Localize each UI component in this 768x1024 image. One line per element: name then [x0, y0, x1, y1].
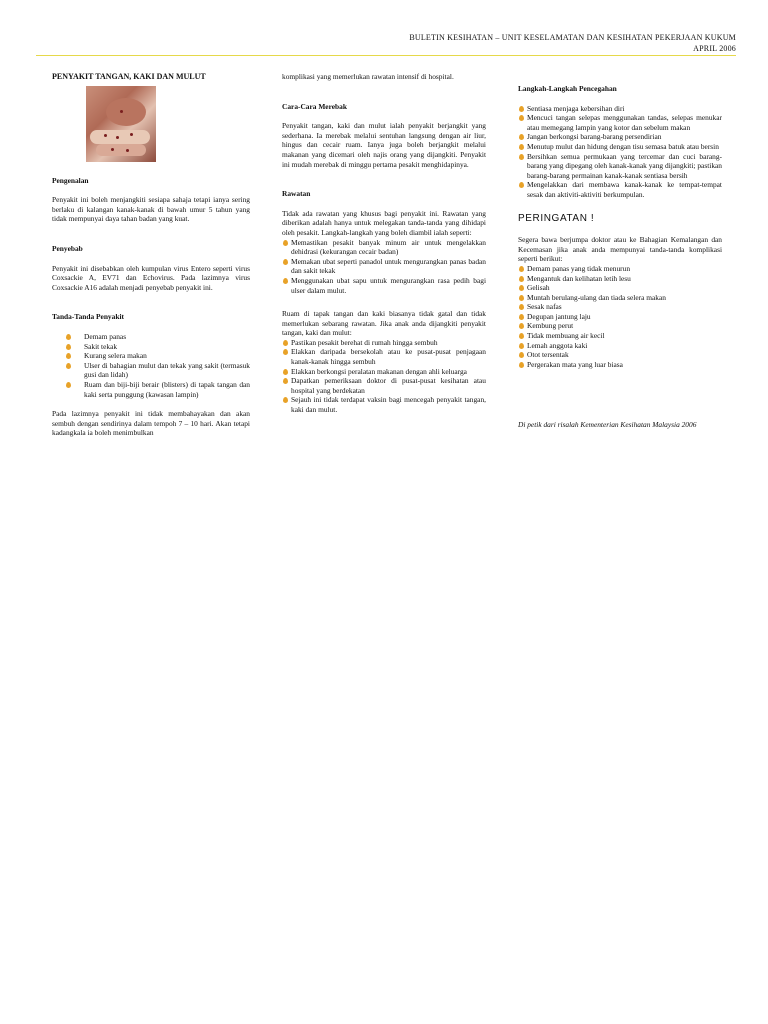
bullet-icon — [66, 334, 71, 340]
column-2 — [282, 72, 486, 415]
list-item: Sejauh ini tidak terdapat vaksin bagi mencegah penyakit tangan, kaki dan mulut. — [282, 395, 486, 414]
intro-text: Penyakit ini boleh menjangkiti sesiapa sahaja tetapi ianya sering berlaku di kalangan kanak-kanak di bawah umur 5 tahun yang tidak mempunyai daya tahan badan yang kuat. — [52, 195, 250, 224]
list-item: Ruam dan biji-biji berair (blisters) di tapak tangan dan kaki serta punggung (kawasan lampin) — [52, 380, 250, 399]
list-item: Otot tersentak — [518, 350, 722, 360]
list-item: Memastikan pesakit banyak minum air untuk mengelakkan dehidrasi (kekurangan cecair badan) — [282, 238, 486, 257]
header-rule — [36, 55, 736, 56]
bullet-icon — [519, 134, 524, 140]
warning-heading: PERINGATAN ! — [518, 212, 595, 224]
continued-text: komplikasi yang memerlukan rawatan intensif di hospital. — [282, 72, 454, 81]
intro-heading: Pengenalan — [52, 175, 89, 185]
prevention-list — [518, 104, 722, 200]
list-item: Kembung perut — [518, 321, 722, 331]
list-item: Jangan berkongsi barang-barang persendirian — [518, 132, 722, 142]
bullet-icon — [283, 278, 288, 284]
list-item: Pastikan pesakit berehat di rumah hingga sembuh — [282, 338, 486, 348]
list-item: Kurang selera makan — [52, 351, 250, 361]
bullet-icon — [519, 144, 524, 150]
bullet-icon — [519, 343, 524, 349]
bullet-icon — [519, 285, 524, 291]
list-item: Demam panas yang tidak menurun — [518, 264, 722, 274]
bullet-icon — [66, 353, 71, 359]
list-item: Lemah anggota kaki — [518, 341, 722, 351]
list-item: Pergerakan mata yang luar biasa — [518, 360, 722, 370]
bullet-icon — [283, 340, 288, 346]
list-item: Gelisah — [518, 283, 722, 293]
bullet-icon — [519, 182, 524, 188]
closing-text: Pada lazimnya penyakit ini tidak membahayakan dan akan sembuh dengan sendirinya dalam tempoh 7 – 10 hari. Akan tetapi kadangkala ia boleh menimbulkan — [52, 409, 250, 438]
bullet-icon — [283, 240, 288, 246]
list-item: Sentiasa menjaga kebersihan diri — [518, 104, 722, 114]
list-item: Degupan jantung laju — [518, 312, 722, 322]
list-item: Dapatkan pemeriksaan doktor di pusat-pusat kesihatan atau hospital yang berdekatan — [282, 376, 486, 395]
bullet-icon — [519, 106, 524, 112]
list-item: Sesak nafas — [518, 302, 722, 312]
bullet-icon — [283, 378, 288, 384]
list-item: Mengelakkan dari membawa kanak-kanak ke tempat-tempat sesak dan aktiviti-aktiviti berkumpulan. — [518, 180, 722, 199]
column-1 — [52, 72, 250, 438]
bullet-icon — [519, 115, 524, 121]
signs-heading: Tanda-Tanda Penyakit — [52, 312, 124, 322]
bullet-icon — [519, 154, 524, 160]
bullet-icon — [519, 362, 524, 368]
spread-heading: Cara-Cara Merebak — [282, 101, 347, 111]
bullet-icon — [519, 314, 524, 320]
bullet-icon — [519, 295, 524, 301]
bullet-icon — [66, 344, 71, 350]
column-3 — [518, 84, 722, 430]
list-item: Elakkan daripada bersekolah atau ke pusat-pusat penjagaan kanak-kanak hingga sembuh — [282, 347, 486, 366]
bullet-icon — [283, 349, 288, 355]
source-note: Di petik dari risalah Kementerian Kesihatan Malaysia 2006 — [518, 420, 697, 430]
hand-rash-photo — [86, 86, 156, 162]
treatment-list — [282, 238, 486, 296]
list-item: Muntah berulang-ulang dan tiada selera makan — [518, 293, 722, 303]
bullet-icon — [519, 323, 524, 329]
list-item: Demam panas — [52, 332, 250, 342]
list-item: Mencuci tangan selepas menggunakan tandas, selepas menukar atau memegang lampin yang kotor dan sebelum makan — [518, 113, 722, 132]
bullet-icon — [519, 276, 524, 282]
bullet-icon — [66, 363, 71, 369]
prevention-heading: Langkah-Langkah Pencegahan — [518, 84, 617, 93]
cause-text: Penyakit ini disebabkan oleh kumpulan virus Entero seperti virus Coxsackie A, EV71 dan Echovirus. Pada lazimnya virus Coxsackie A16 adalah menjadi penyebab penyakit ini. — [52, 263, 250, 292]
treatment-text: Tidak ada rawatan yang khusus bagi penyakit ini. Rawatan yang diberikan adalah hanya untuk melegakan tanda-tanda yang dihidapi oleh pesakit. Langkah-langkah yang boleh diambil ialah seperti: — [282, 208, 486, 237]
bullet-icon — [519, 266, 524, 272]
bullet-icon — [283, 369, 288, 375]
rash-list — [282, 338, 486, 415]
list-item: Bersihkan semua permukaan yang tercemar dan cuci barang-barang yang dipegang oleh kanak-kanak yang dijangkiti; pastikan barang-barang permainan kanak-kanak sentiasa bersih — [518, 152, 722, 181]
cause-heading: Penyebab — [52, 243, 83, 253]
list-item: Elakkan berkongsi peralatan makanan dengan ahli keluarga — [282, 367, 486, 377]
bulletin-title: BULETIN KESIHATAN – UNIT KESELAMATAN DAN KESIHATAN PEKERJAAN KUKUM — [409, 33, 736, 42]
list-item: Ulser di bahagian mulut dan tekak yang sakit (termasuk gusi dan lidah) — [52, 361, 250, 380]
bullet-icon — [283, 397, 288, 403]
bullet-icon — [519, 333, 524, 339]
list-item: Tidak membuang air kecil — [518, 331, 722, 341]
treatment-heading: Rawatan — [282, 189, 311, 199]
bullet-icon — [283, 259, 288, 265]
bullet-icon — [66, 382, 71, 388]
bullet-icon — [519, 352, 524, 358]
list-item: Memakan ubat seperti panadol untuk mengurangkan panas badan dan sakit tekak — [282, 257, 486, 276]
warning-text: Segera bawa berjumpa doktor atau ke Bahagian Kemalangan dan Kecemasan jika anak anda mempunyai tanda-tanda komplikasi seperti berikut: — [518, 235, 722, 264]
rash-text: Ruam di tapak tangan dan kaki biasanya tidak gatal dan tidak memerlukan sebarang rawatan. Jika anak anda dijangkiti penyakit tangan, kaki dan mulut: — [282, 309, 486, 338]
list-item: Mengantuk dan kelihatan letih lesu — [518, 274, 722, 284]
bullet-icon — [519, 304, 524, 310]
bulletin-date: APRIL 2006 — [693, 44, 736, 53]
list-item: Menggunakan ubat sapu untuk mengurangkan rasa pedih bagi ulser dalam mulut. — [282, 276, 486, 295]
bulletin-header — [409, 32, 736, 54]
list-item: Menutup mulut dan hidung dengan tisu semasa batuk atau bersin — [518, 142, 722, 152]
article-title: PENYAKIT TANGAN, KAKI DAN MULUT — [52, 72, 206, 81]
spread-text: Penyakit tangan, kaki dan mulut ialah penyakit berjangkit yang sederhana. Ia merebak melalui sentuhan langsung dengan air liur, hingus dan cecair ruam. Ianya juga boleh berjangkit melalui makanan yang dicemari oleh najis orang yang dijangkiti. Penyakit ini mudah merebak di minggu pertama pesakit menghidapinya. — [282, 121, 486, 169]
signs-list — [52, 332, 250, 399]
complications-list — [518, 264, 722, 370]
list-item: Sakit tekak — [52, 342, 250, 352]
